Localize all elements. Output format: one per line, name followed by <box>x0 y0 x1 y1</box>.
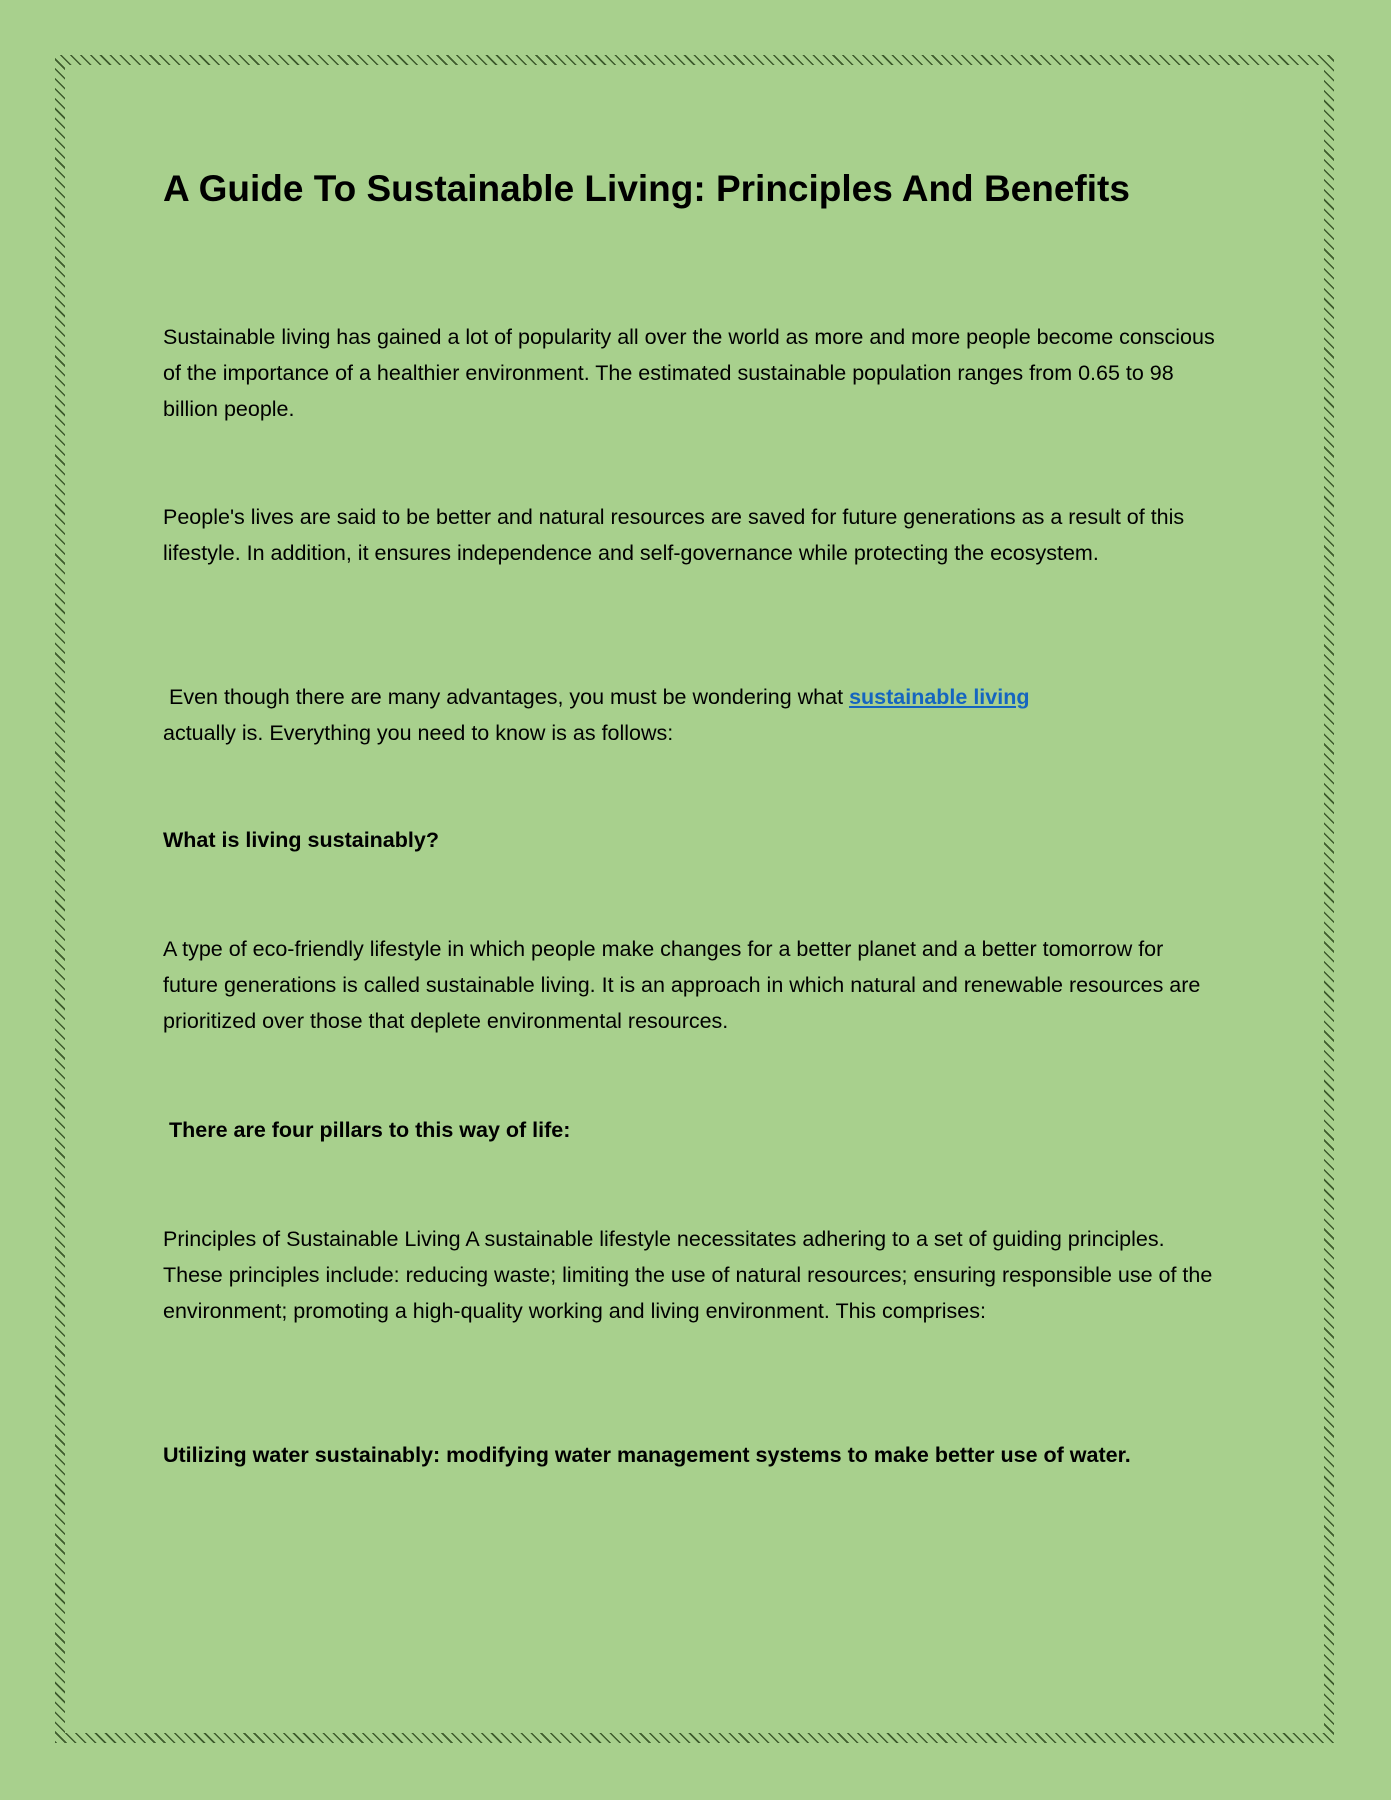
page-border <box>55 55 1334 1743</box>
heading-what-is: What is living sustainably? <box>163 828 439 852</box>
heading-water: Utilizing water sustainably: modifying water management systems to make better use of water. <box>163 1443 1131 1467</box>
sustainable-living-link[interactable]: sustainable living <box>849 685 1030 709</box>
text: actually is. Everything you need to know is as follows: <box>157 721 674 745</box>
page-title: A Guide To Sustainable Living: Principles And Benefits <box>163 168 1130 209</box>
heading-four-pillars: There are four pillars to this way of life: <box>163 1118 571 1142</box>
text: Even though there are many advantages, you must be wondering what <box>163 685 850 709</box>
paragraph-definition: A type of eco-friendly lifestyle in which people make changes for a better planet and a better tomorrow for future generations is called sustainable living. It is an approach in which natural and renewable resources are prioritized over those that deplete environmental resources. <box>163 937 1201 1033</box>
paragraph-benefits: People's lives are said to be better and natural resources are saved for future generations as a result of this lifestyle. In addition, it ensures independence and self-governance while protecting the ecosystem. <box>163 505 1185 565</box>
paragraph-principles: Principles of Sustainable Living A sustainable lifestyle necessitates adhering to a set of guiding principles. These principles include: reducing waste; limiting the use of natural resources; ensuring responsible use of the environment; promoting a high-quality working and living environment. This comprises: <box>163 1227 1213 1323</box>
paragraph-intro: Sustainable living has gained a lot of popularity all over the world as more and more people become conscious of the importance of a healthier environment. The estimated sustainable population ranges from 0.65 to 98 billion people. <box>163 325 1215 421</box>
paragraph-advantages <box>157 679 1223 751</box>
